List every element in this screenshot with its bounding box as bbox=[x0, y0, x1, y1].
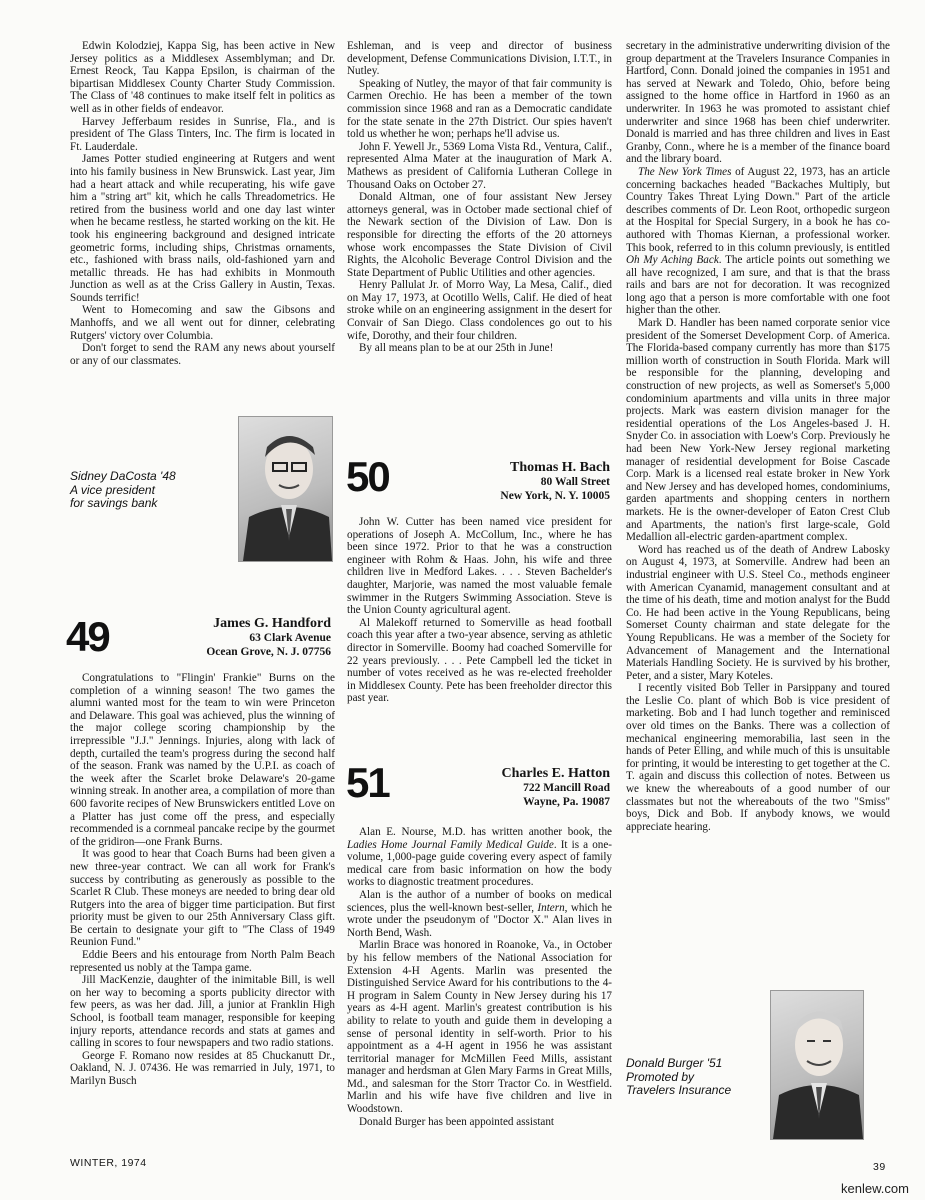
paragraph: The New York Times of August 22, 1973, has an article concerning backaches headed "Backaches Multiply, but Country Takes Threat Lying Down." Part of the article describes comments of Dr. Leon Root, orthopedic surgeon at the Hospital for Special Surgery, in a book he has co-authored with Thomas Kiernan, a professional worker. This book, referred to in this column previously, is entitled Oh My Aching Back. The article points out something we all have recognized, I am sure, and that is that the brass rails and bars are not for decoration. It was recognized long ago that a person is more comfortable with one foot higher than the other. bbox=[626, 165, 890, 317]
paragraph: Henry Pallulat Jr. of Morro Way, La Mesa, Calif., died on May 17, 1973, at Ocotillo Wells, Calif. He died of heat stroke while on an engineering assignment in the desert for Convair of San Diego. Class condolences go out to his wife, Dorothy, and their four children. bbox=[347, 279, 612, 342]
photo-caption-burger: Donald Burger '51 Promoted by Travelers Insurance bbox=[626, 1056, 732, 1097]
paragraph: John F. Yewell Jr., 5369 Loma Vista Rd., Ventura, Calif., represented Alma Mater at the inauguration of Mark A. Mathews as president of California Lutheran College in Thousand Oaks on October 27. bbox=[347, 140, 612, 191]
class-49-correspondent: James G. Handford 63 Clark Avenue Ocean Grove, N. J. 07756 bbox=[206, 616, 331, 658]
paragraph: Donald Burger has been appointed assistant bbox=[359, 1115, 555, 1128]
paragraph: Went to Homecoming and saw the Gibsons and Manhoffs, and we all went out for dinner, celebrating Rutgers' victory over Columbia. bbox=[70, 304, 335, 342]
paragraph: Marlin Brace was honored in Roanoke, Va., in October by his fellow members of the National Association for Extension 4-H Agents. Marlin was presented the Distinguished Service Award for his contributions to the 4-H program in Salem County in New Jersey during his 17 years as 4-H agent. Marlin's greatest contribution is his ability to relate to youth and guide them in developing a sense of personal identity in self-worth. Prior to his appointment as a 4-H agent in 1956 he was assistant territorial manager for McMillen Feed Mills, assistant manager and herdsman at Glen Mary Farms in Great Mills, Md., and salesman for the Storr Tractor Co. in Westfield. Marlin and his wife have five children and live in Woodstown. bbox=[347, 939, 612, 1116]
paragraph: Jill MacKenzie, daughter of the inimitable Bill, is well on her way to becoming a sports publicity director with few peers, as was her dad. Jill, a junior at Franklin High School, is football team manager, responsible for keeping injury reports, attendance records and stats at games and calling in scores to four newspapers and two radio stations. bbox=[70, 974, 335, 1050]
paragraph: Speaking of Nutley, the mayor of that fair community is Carmen Orechio. He has been a member of the town commission since 1968 and ran as a Democratic candidate for the state senate in the 27th District. Our spies haven't told us whether he won; perhaps he'll advise us. bbox=[347, 77, 612, 141]
page-number: 39 bbox=[873, 1161, 886, 1173]
watermark: kenlew.com bbox=[841, 1181, 909, 1196]
paragraph: Donald Altman, one of four assistant New Jersey attorneys general, was in October made sectional chief of the Newark section of the Division of Law. Don is responsible for directing the efforts of the 20 attorneys whose work encompasses the State Division of Civil Rights, the Alcoholic Beverage Control Division and the State Department of Public Utilities and other agencies. bbox=[347, 191, 612, 279]
paragraph: Eshleman, and is veep and director of business development, Defense Communications Division, I.T.T., in Nutley. bbox=[347, 40, 612, 78]
portrait-photo-dacosta bbox=[238, 416, 333, 562]
paragraph: By all means plan to be at our 25th in June! bbox=[359, 342, 554, 355]
class-51-correspondent: Charles E. Hatton 722 Mancill Road Wayne, Pa. 19087 bbox=[501, 766, 610, 808]
column-2-class-50 bbox=[347, 516, 612, 705]
paragraph: I recently visited Bob Teller in Parsippany and toured the Leslie Co. plant of which Bob is vice president of marketing. Bob and I had lunch together and reminisced over old times on the Banks. There was a collection of mechanical engineering memorabilia, last seen in the hands of Peter Elling, and while much of this is unsuitable for printing, it would be interesting to get together at the C. T. again and discuss this collection of notes. Between us we knew the whereabouts of a good number of our classmates but not the whereabouts of the two "Smiss" boys, Dick and Bob. If anybody knows, we would appreciate hearing. bbox=[626, 682, 890, 833]
paragraph: Eddie Beers and his entourage from North Palm Beach represented us nobly at the Tampa game. bbox=[70, 949, 335, 974]
column-2-top bbox=[347, 40, 612, 355]
paragraph: Alan is the author of a number of books on medical sciences, plus the well-known best-seller, Intern, which he wrote under the pseudonym of "Doctor X." Alan lives in North Bend, Wash. bbox=[347, 888, 612, 939]
paragraph: Word has reached us of the death of Andrew Labosky on August 4, 1973, at Somerville. Andrew had been an industrial engineer with U.S. Steel Co., methods engineer with American Cyanamid, management consultant and at the time of his death, time and motion analyst for the Budd Co. He had been active in the Young Republicans, being Somerset County chairman and state delegate for the Young Republicans. He was a member of the Society for Advancement of Management and the International Materials Handling Society. He is survived by his brother, Peter, and a sister, Mary Koteles. bbox=[626, 543, 890, 682]
photo-caption-dacosta: Sidney DaCosta '48 A vice president for savings bank bbox=[70, 469, 176, 510]
class-year-49: 49 bbox=[66, 613, 109, 660]
paragraph: George F. Romano now resides at 85 Chuckanutt Dr., Oakland, N. J. 07436. He was remarried in July, 1971, to Marilyn Busch bbox=[70, 1049, 335, 1087]
column-3 bbox=[626, 40, 890, 833]
class-year-50: 50 bbox=[346, 453, 389, 500]
paragraph: secretary in the administrative underwriting division of the group department at the Travelers Insurance Companies in Hartford, Conn. Donald joined the companies in 1951 and has served at Newark and Toledo, Ohio, before being assigned to the home office in Hartford in 1960 as an underwriter. In 1963 he was promoted to assistant chief underwriter and since 1968 has been chief underwriter. Donald is married and has three children and lives in East Granby, Conn., where he is a member of the finance board and the library board. bbox=[626, 40, 890, 166]
paragraph: Al Malekoff returned to Somerville as head football coach this year after a two-year absence, serving as athletic director in Somerville. Boomy had coached Somerville for 22 years previously. . . . Pete Campbell led the ticket in number of votes received as he was re-elected freeholder in Middlesex County. Pete has been freeholder director this past year. bbox=[347, 616, 612, 705]
paragraph: Alan E. Nourse, M.D. has written another book, the Ladies Home Journal Family Medical Guide. It is a one-volume, 1,000-page guide covering every aspect of family medical care from basic information on how the body works to diagnostic treatment procedures. bbox=[347, 826, 613, 889]
paragraph: Edwin Kolodziej, Kappa Sig, has been active in New Jersey politics as a Middlesex Assemblyman; and Dr. Ernest Reock, Tau Kappa Epsilon, is chairman of the bipartisan Middlesex County Charter Study Commission. The Class of '48 continues to make itself felt in politics as well as in other fields of endeavor. bbox=[70, 40, 335, 115]
issue-date: WINTER, 1974 bbox=[70, 1157, 147, 1169]
class-50-correspondent: Thomas H. Bach 80 Wall Street New York, N. Y. 10005 bbox=[500, 460, 610, 502]
column-2-class-51 bbox=[347, 826, 612, 1128]
paragraph: Mark D. Handler has been named corporate senior vice president of the Somerset Development Corp. of America. The Florida-based company currently has more than $175 million worth of construction in South Florida. Mark will be responsible for the planning, developing and construction of new projects, as well as Somerset's 5,000 condominium apartments and villa units in three major projects. Mark was eastern division manager for the residential operations of the Los Angeles-based J. H. Snyder Co. in association with Loew's Corp. Previously he had been New York-New Jersey regional marketing manager of residential development for Boise Cascade Corp. Mark is a licensed real estate broker in New York and New Jersey and has developed homes, condominiums, garden apartments and shopping centers in northern markets. He is the owner-developer of Eaton Crest Club and Apartments, the nation's first large-scale, Gold Medallion all-electric garden-apartment complex. bbox=[626, 317, 890, 544]
class-year-51: 51 bbox=[346, 759, 389, 806]
paragraph: Harvey Jefferbaum resides in Sunrise, Fla., and is president of The Glass Tinters, Inc. The firm is located in Ft. Lauderdale. bbox=[70, 115, 335, 153]
paragraph: James Potter studied engineering at Rutgers and went into his family business in New Brunswick. Last year, Jim had a heart attack and while recuperating, his wife gave him a "string art" kit, which he calls Threadometrics. He retired from the business world and one day last winter when he became restless, he started working on the kit. He took his engineering background and designed intricate geometric forms, including ships, Christmas ornaments, etc., fashioned with brass nails, old-fashioned yarn and metallic threads. He has had exhibits in Monmouth Junction as well as at the Criss Gallery in Austin, Texas. Sounds terrific! bbox=[70, 153, 335, 304]
column-1-class-49 bbox=[70, 672, 335, 1088]
paragraph: Congratulations to "Flingin' Frankie" Burns on the completion of a winning season! The two games the alumni wanted most for the team to win were Princeton and Delaware. This goal was achieved, plus the winning of the major college scoring championship by the irrepressible "J.J." Jennings. Injuries, along with lack of depth, curtailed the team's progress during the second half of the season. Frank was named by the U.P.I. as coach of the week after the Scarlet broke Delaware's 20-game winning streak. In another area, a compilation of more than 600 favorite recipes of New Brunswickers entitled Love on a Platter has just come off the press, and especially recommended is a cornmeal pancake recipe by the gourmet of the gridiron—one Frank Burns. bbox=[70, 672, 335, 848]
portrait-photo-burger bbox=[770, 990, 864, 1140]
paragraph: Don't forget to send the RAM any news about yourself or any of our classmates. bbox=[70, 342, 335, 367]
column-1-top bbox=[70, 40, 335, 367]
paragraph: John W. Cutter has been named vice president for operations of Joseph A. McCollum, Inc., where he has been since 1972. Prior to that he was a construction engineer with Rohm & Haas. John, his wife and three children live in Medford Lakes. . . . Steven Bachelder's daughter, Marjorie, was named the most valuable female swimmer in the Rutgers Swimming Association. Steve is the Union County agricultural agent. bbox=[347, 516, 612, 617]
paragraph: It was good to hear that Coach Burns had been given a new three-year contract. We can all work for Frank's success by contributing as generously as possible to the Scarlet R Club. These moneys are needed to bring dear old Rutgers into the area of bigger time participation. But first priority must be given to our 25th Anniversary Class gift. Be certain to designate your gift to "The Class of 1949 Reunion Fund." bbox=[70, 848, 335, 949]
